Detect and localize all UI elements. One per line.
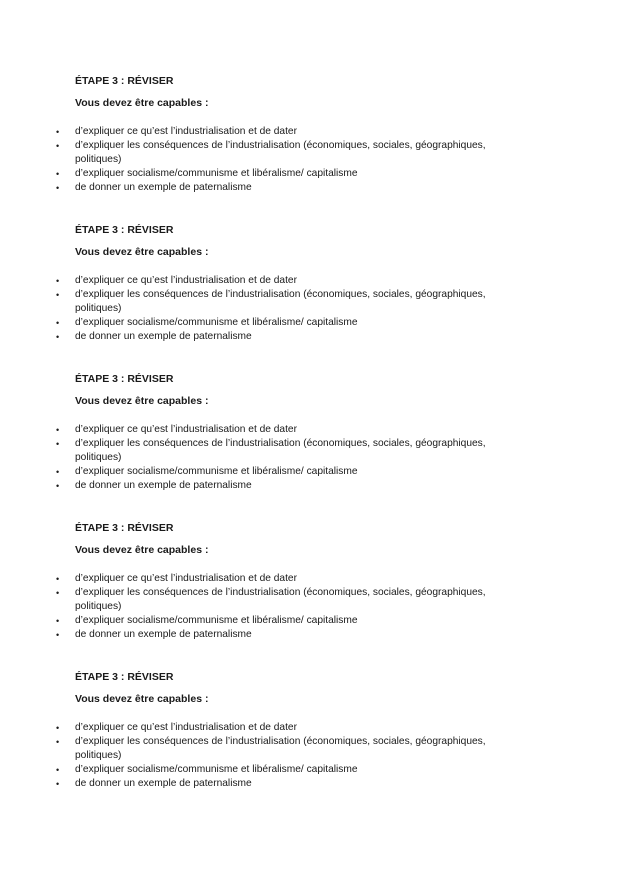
list-item bbox=[0, 614, 505, 628]
list-item-text: d’expliquer socialisme/communisme et libéralisme/ capitalisme bbox=[75, 615, 358, 626]
bullet-icon: • bbox=[56, 723, 60, 733]
bullet-icon: • bbox=[56, 765, 60, 775]
list-item-text: d’expliquer ce qu’est l’industrialisation et de dater bbox=[75, 573, 297, 584]
bullet-icon: • bbox=[56, 737, 60, 747]
list-item bbox=[0, 465, 505, 479]
bullet-icon: • bbox=[56, 588, 60, 598]
section-title: ÉTAPE 3 : RÉVISER bbox=[75, 224, 174, 236]
list-item bbox=[0, 167, 505, 181]
bullet-icon: • bbox=[56, 276, 60, 286]
bullet-icon: • bbox=[56, 616, 60, 626]
list-item bbox=[0, 721, 505, 735]
bullet-icon: • bbox=[56, 290, 60, 300]
list-item bbox=[0, 777, 505, 791]
list-item bbox=[0, 735, 505, 763]
list-item-text: d’expliquer ce qu’est l’industrialisation et de dater bbox=[75, 126, 297, 137]
bullet-icon: • bbox=[56, 467, 60, 477]
section-subtitle: Vous devez être capables : bbox=[75, 97, 209, 109]
bullet-icon: • bbox=[56, 141, 60, 151]
objectives-list bbox=[0, 125, 620, 195]
bullet-icon: • bbox=[56, 439, 60, 449]
list-item-text: d’expliquer ce qu’est l’industrialisation et de dater bbox=[75, 424, 297, 435]
bullet-icon: • bbox=[56, 318, 60, 328]
list-item bbox=[0, 288, 505, 316]
list-item-text: d’expliquer les conséquences de l’industrialisation (économiques, sociales, géographiques, politiques) bbox=[75, 587, 486, 612]
list-item-text: de donner un exemple de paternalisme bbox=[75, 182, 252, 193]
list-item bbox=[0, 572, 505, 586]
bullet-icon: • bbox=[56, 779, 60, 789]
list-item bbox=[0, 423, 505, 437]
section-subtitle: Vous devez être capables : bbox=[75, 544, 209, 556]
list-item-text: d’expliquer socialisme/communisme et libéralisme/ capitalisme bbox=[75, 317, 358, 328]
list-item bbox=[0, 479, 505, 493]
bullet-icon: • bbox=[56, 630, 60, 640]
objectives-list bbox=[0, 572, 620, 642]
bullet-icon: • bbox=[56, 332, 60, 342]
objectives-list bbox=[0, 423, 620, 493]
section-subtitle: Vous devez être capables : bbox=[75, 246, 209, 258]
bullet-icon: • bbox=[56, 183, 60, 193]
list-item-text: d’expliquer socialisme/communisme et libéralisme/ capitalisme bbox=[75, 764, 358, 775]
bullet-icon: • bbox=[56, 127, 60, 137]
section-title: ÉTAPE 3 : RÉVISER bbox=[75, 671, 174, 683]
bullet-icon: • bbox=[56, 425, 60, 435]
bullet-icon: • bbox=[56, 481, 60, 491]
list-item-text: de donner un exemple de paternalisme bbox=[75, 480, 252, 491]
list-item-text: d’expliquer ce qu’est l’industrialisation et de dater bbox=[75, 275, 297, 286]
list-item-text: de donner un exemple de paternalisme bbox=[75, 331, 252, 342]
section-title: ÉTAPE 3 : RÉVISER bbox=[75, 522, 174, 534]
list-item-text: d’expliquer ce qu’est l’industrialisation et de dater bbox=[75, 722, 297, 733]
list-item-text: d’expliquer les conséquences de l’industrialisation (économiques, sociales, géographiques, politiques) bbox=[75, 140, 486, 165]
list-item-text: d’expliquer les conséquences de l’industrialisation (économiques, sociales, géographiques, politiques) bbox=[75, 289, 486, 314]
list-item-text: d’expliquer socialisme/communisme et libéralisme/ capitalisme bbox=[75, 466, 358, 477]
list-item bbox=[0, 274, 505, 288]
list-item-text: d’expliquer socialisme/communisme et libéralisme/ capitalisme bbox=[75, 168, 358, 179]
objectives-list bbox=[0, 721, 620, 791]
list-item-text: d’expliquer les conséquences de l’industrialisation (économiques, sociales, géographiques, politiques) bbox=[75, 736, 486, 761]
list-item-text: de donner un exemple de paternalisme bbox=[75, 629, 252, 640]
list-item bbox=[0, 628, 505, 642]
list-item bbox=[0, 316, 505, 330]
section-subtitle: Vous devez être capables : bbox=[75, 395, 209, 407]
bullet-icon: • bbox=[56, 574, 60, 584]
section-title: ÉTAPE 3 : RÉVISER bbox=[75, 373, 174, 385]
list-item bbox=[0, 330, 505, 344]
list-item bbox=[0, 437, 505, 465]
list-item bbox=[0, 139, 505, 167]
bullet-icon: • bbox=[56, 169, 60, 179]
section-subtitle: Vous devez être capables : bbox=[75, 693, 209, 705]
list-item bbox=[0, 125, 505, 139]
section-title: ÉTAPE 3 : RÉVISER bbox=[75, 75, 174, 87]
list-item-text: de donner un exemple de paternalisme bbox=[75, 778, 252, 789]
objectives-list bbox=[0, 274, 620, 344]
list-item-text: d’expliquer les conséquences de l’industrialisation (économiques, sociales, géographiques, politiques) bbox=[75, 438, 486, 463]
list-item bbox=[0, 763, 505, 777]
list-item bbox=[0, 181, 505, 195]
list-item bbox=[0, 586, 505, 614]
